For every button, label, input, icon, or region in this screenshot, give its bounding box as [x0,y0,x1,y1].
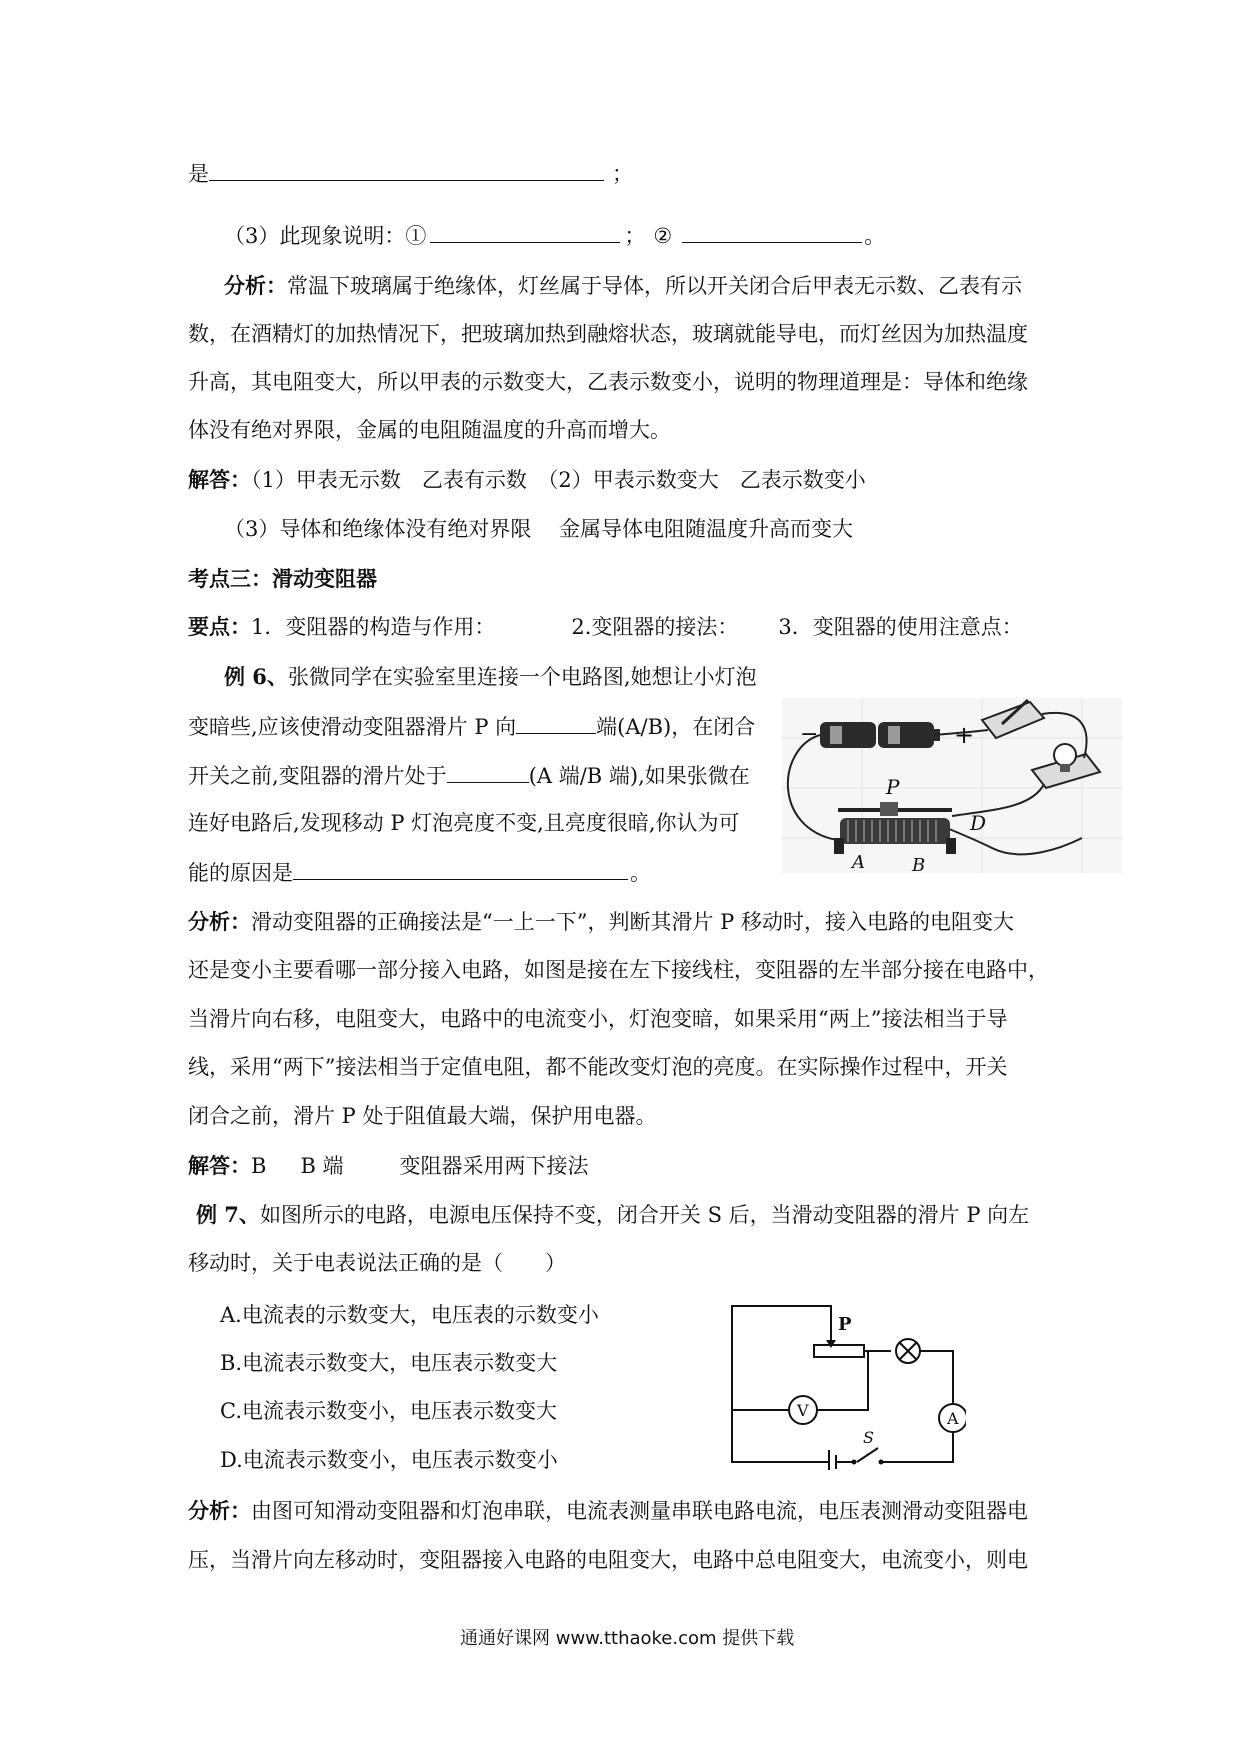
battery-icon [820,722,940,748]
voltmeter-icon: V [797,1401,809,1420]
answer-2-a1: B [251,1154,267,1178]
analysis-1-line-2: 数，在酒精灯的加热情况下，把玻璃加热到融熔状态，玻璃就能导电，而灯丝因为加热温度 [188,322,1028,346]
answer-1-text: （1）甲表无示数 乙表有示数 （2）甲表示数变大 乙表示数变小 [251,468,866,492]
example-6-line-4: 连好电路后,发现移动 P 灯泡亮度不变,且亮度很暗,你认为可 [188,811,740,835]
analysis-label: 分析： [188,909,251,934]
example-6-blank-1 [516,711,596,734]
question-tail-end: ； [612,162,633,186]
example-7-line-1 [196,1200,1029,1230]
plus-sign: + [954,721,975,749]
option-a: A.电流表的示数变大，电压表的示数变小 [220,1303,599,1327]
analysis-1-line-4: 体没有绝对界限，金属的电阻随温度的升高而增大。 [188,418,671,442]
example-7-line-2: 移动时，关于电表说法正确的是（ ） [188,1251,566,1275]
answer-blank-1 [430,220,620,243]
keypoints-label: 要点： [188,614,251,639]
analysis-3-line-2: 压，当滑片向左移动时，变阻器接入电路的电阻变大，电路中总电阻变大，电流变小，则电 [188,1548,1028,1572]
page-footer: 通通好课网 www.tthaoke.com 提供下载 [460,1628,795,1649]
label-A: A [852,852,865,873]
analysis-3-text: 由图可知滑动变阻器和灯泡串联，电流表测量串联电路电流，电压表测滑动变阻器电 [251,1499,1028,1523]
answer-2-a2: B 端 [300,1154,344,1178]
label-S: S [863,1428,874,1447]
label-B: B [912,855,926,873]
analysis-1-text: 常温下玻璃属于绝缘体，灯丝属于导体，所以开关闭合后甲表无示数、乙表有示 [287,274,1022,298]
answer-label: 解答： [188,1153,251,1178]
label-P: P [838,1314,852,1335]
example-6-line-2b: 端(A/B)，在闭合 [596,715,756,739]
option-d: D.电流表示数变小，电压表示数变小 [220,1448,558,1472]
analysis-2-line-4: 线，采用“两下”接法相当于定值电阻，都不能改变灯泡的亮度。在实际操作过程中，开关 [188,1055,1008,1079]
circle-1: ① [405,224,427,248]
option-b: B.电流表示数变大，电压表示数变大 [220,1351,558,1375]
example-6-blank-3 [293,857,628,880]
example-6-line-5a: 能的原因是 [188,861,293,885]
rheostat-circuit-figure [782,698,1122,873]
answer-label: 解答： [188,467,251,492]
example-6-line-3b: (A 端/B 端),如果张微在 [528,764,750,788]
answer-2-line [188,1151,589,1181]
label-P: P [886,775,900,799]
example-6-line-3a: 开关之前,变阻器的滑片处于 [188,764,447,788]
question-3-line [224,220,885,251]
keypoint-1: 1．变阻器的构造与作用： [251,615,496,639]
circuit-diagram [726,1300,966,1470]
question-3-text: （3）此现象说明： [224,224,406,248]
example-7-text: 如图所示的电路，电源电压保持不变，闭合开关 S 后，当滑动变阻器的滑片 P 向左 [259,1203,1030,1227]
example-6-line-1 [224,662,757,692]
section-title: 考点三：滑动变阻器 [188,566,377,591]
question-tail-line [188,158,633,189]
analysis-2-text: 滑动变阻器的正确接法是“一上一下”，判断其滑片 P 移动时，接入电路的电阻变大 [251,910,1014,934]
keypoint-3: 3．变阻器的使用注意点： [778,615,1023,639]
question-3-sep: ； [624,224,646,248]
ammeter-icon: A [947,1409,959,1428]
example-6-label: 例 6、 [224,664,288,689]
analysis-2-line-2: 还是变小主要看哪一部分接入电路，如图是接在左下接线柱，变阻器的左半部分接在电路中， [188,958,1049,982]
question-tail-text: 是 [188,162,209,186]
keypoints-line [188,612,1023,642]
answer-blank [209,158,604,181]
example-7-label: 例 7、 [196,1202,260,1227]
analysis-2-line-3: 当滑片向右移，电阻变大，电路中的电流变小，灯泡变暗，如果采用“两上”接法相当于导 [188,1007,1008,1031]
minus-sign: − [800,722,819,747]
answer-1-line-1 [188,465,866,495]
option-c: C.电流表示数变小，电压表示数变大 [220,1399,557,1423]
answer-2-a3: 变阻器采用两下接法 [399,1154,589,1178]
analysis-label: 分析： [188,1498,251,1523]
example-6-blank-2 [447,760,529,783]
example-6-line-2 [188,711,755,742]
keypoint-2: 2.变阻器的接法： [571,615,739,639]
example-6-line-3 [188,760,750,791]
example-6-line-2a: 变暗些,应该使滑动变阻器滑片 P 向 [188,715,517,739]
analysis-1-line-3: 升高，其电阻变大，所以甲表的示数变大，乙表示数变小，说明的物理道理是：导体和绝缘 [188,370,1028,394]
analysis-1-line-1 [224,271,1022,301]
analysis-2-line-5: 闭合之前，滑片 P 处于阻值最大端，保护用电器。 [188,1104,657,1128]
analysis-2-line-1 [188,907,1014,937]
answer-1-line-2: （3）导体和绝缘体没有绝对界限 金属导体电阻随温度升高而变大 [224,517,854,541]
question-3-end: 。 [864,224,886,248]
answer-blank-2 [682,220,862,243]
analysis-label: 分析： [224,273,287,298]
example-6-line-5 [188,857,651,888]
example-6-text: 张微同学在实验室里连接一个电路图,她想让小灯泡 [287,665,757,689]
circle-2: ② [653,224,673,248]
analysis-3-line-1 [188,1496,1028,1526]
label-D: D [970,811,987,835]
example-6-line-5b: 。 [630,861,651,885]
